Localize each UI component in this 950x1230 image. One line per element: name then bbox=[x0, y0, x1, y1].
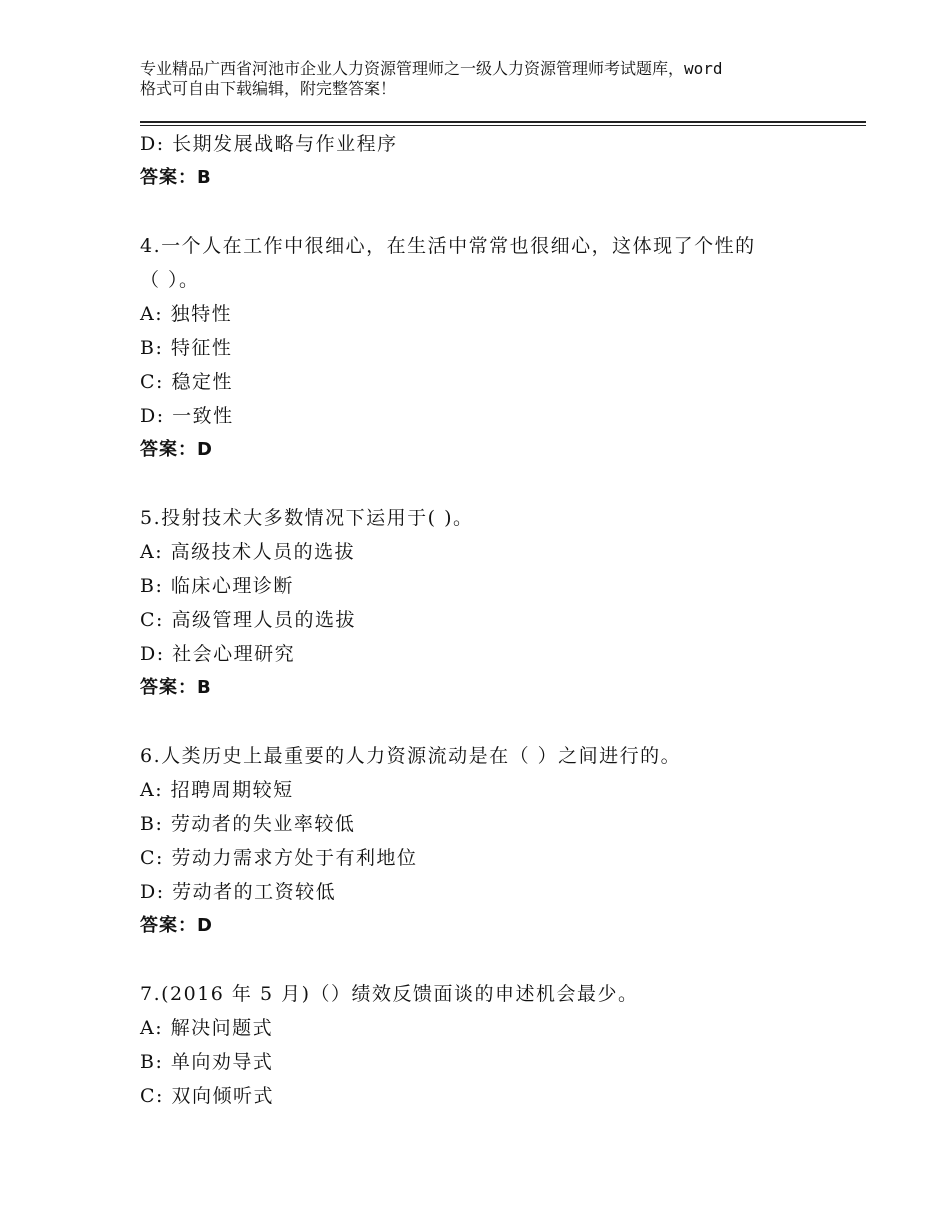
header-rule-thick bbox=[140, 121, 866, 123]
question-6 bbox=[140, 739, 840, 943]
header-line-1: 专业精品广西省河池市企业人力资源管理师之一级人力资源管理师考试题库，word bbox=[140, 59, 723, 78]
option-d: D: 社会心理研究 bbox=[140, 643, 296, 665]
option-b: B: 单向劝导式 bbox=[140, 1051, 274, 1073]
question-stem: 6.人类历史上最重要的人力资源流动是在（ ）之间进行的。 bbox=[140, 745, 682, 767]
option-b: B: 特征性 bbox=[140, 337, 233, 359]
option-a: A: 独特性 bbox=[140, 303, 233, 325]
question-stem-continued: （ ）。 bbox=[140, 269, 200, 291]
document-header bbox=[140, 59, 840, 99]
option-c: C: 稳定性 bbox=[140, 371, 233, 393]
option-c: C: 双向倾听式 bbox=[140, 1085, 274, 1107]
question-fragment bbox=[140, 127, 840, 195]
option-a: A: 高级技术人员的选拔 bbox=[140, 541, 356, 563]
question-stem: 5.投射技术大多数情况下运用于( )。 bbox=[140, 507, 474, 529]
option-b: B: 劳动者的失业率较低 bbox=[140, 813, 356, 835]
option-c: C: 劳动力需求方处于有利地位 bbox=[140, 847, 418, 869]
answer-line: 答案：D bbox=[140, 915, 213, 936]
option-d: D: 长期发展战略与作业程序 bbox=[140, 133, 398, 155]
answer-line: 答案：B bbox=[140, 677, 212, 698]
option-d: D: 一致性 bbox=[140, 405, 234, 427]
option-b: B: 临床心理诊断 bbox=[140, 575, 294, 597]
header-line-2: 格式可自由下载编辑，附完整答案！ bbox=[140, 79, 397, 98]
header-rule-thin bbox=[140, 125, 866, 126]
question-stem: 7.(2016 年 5 月)（）绩效反馈面谈的申述机会最少。 bbox=[140, 983, 639, 1005]
option-d: D: 劳动者的工资较低 bbox=[140, 881, 337, 903]
option-a: A: 招聘周期较短 bbox=[140, 779, 294, 801]
question-list bbox=[140, 127, 840, 1113]
answer-line: 答案：D bbox=[140, 439, 213, 460]
question-stem: 4.一个人在工作中很细心，在生活中常常也很细心，这体现了个性的 bbox=[140, 235, 756, 257]
question-7 bbox=[140, 977, 840, 1113]
option-a: A: 解决问题式 bbox=[140, 1017, 274, 1039]
question-4 bbox=[140, 229, 840, 467]
answer-line: 答案：B bbox=[140, 167, 212, 188]
option-c: C: 高级管理人员的选拔 bbox=[140, 609, 356, 631]
question-5 bbox=[140, 501, 840, 705]
